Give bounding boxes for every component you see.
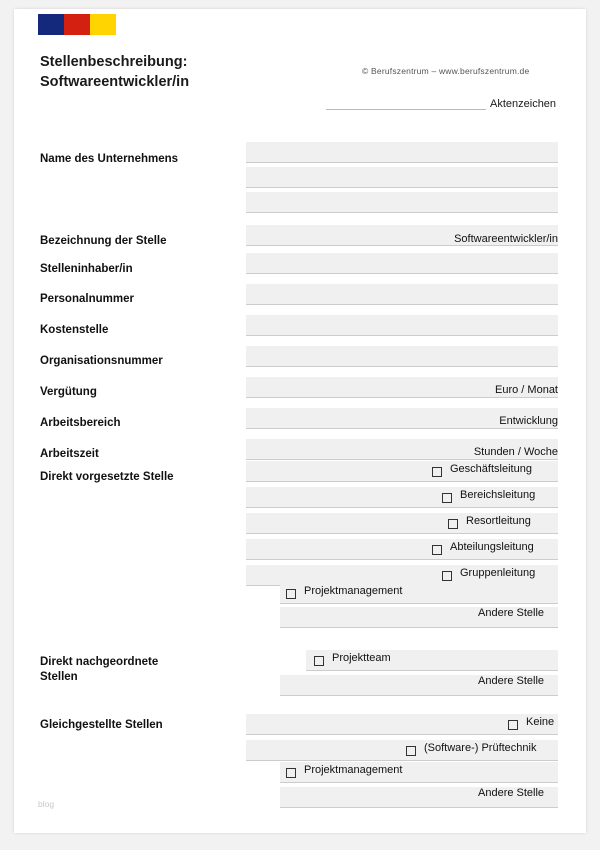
- label-gleichgestellte-stellen: Gleichgestellte Stellen: [40, 719, 163, 731]
- label-kostenstelle: Kostenstelle: [40, 324, 109, 336]
- checkbox-abteilungsleitung[interactable]: [432, 545, 442, 555]
- label-andere-stelle-vorgesetzte: Andere Stelle: [478, 607, 545, 619]
- unit-arbeitszeit: Stunden / Woche: [473, 446, 558, 458]
- value-arbeitsbereich: Entwicklung: [499, 415, 558, 427]
- label-arbeitszeit: Arbeitszeit: [40, 448, 99, 460]
- label-vorgesetzte-stelle: Direkt vorgesetzte Stelle: [40, 471, 174, 483]
- label-nachgeordnete-stellen: [40, 655, 230, 685]
- label-organisationsnummer: Organisationsnummer: [40, 355, 163, 367]
- flag-stripe-red: [64, 14, 90, 35]
- aktenzeichen-label: Aktenzeichen: [490, 98, 557, 110]
- input-unternehmen-1[interactable]: [246, 142, 558, 163]
- label-andere-stelle-nachgeordnete: Andere Stelle: [478, 675, 545, 687]
- checkbox-label-resortleitung: Resortleitung: [466, 515, 531, 527]
- label-andere-stelle-gleichgestellt: Andere Stelle: [478, 787, 545, 799]
- label-verguetung: Vergütung: [40, 386, 97, 398]
- footer-note: blog: [38, 799, 55, 809]
- checkbox-bereichsleitung[interactable]: [442, 493, 452, 503]
- checkbox-projektmanagement-vorgesetzte[interactable]: [286, 589, 296, 599]
- input-unternehmen-2[interactable]: [246, 167, 558, 188]
- checkbox-label-projektteam: Projektteam: [332, 652, 391, 664]
- checkbox-software-prueftechnik[interactable]: [406, 746, 416, 756]
- checkbox-label-software-prueftechnik: (Software-) Prüftechnik: [424, 742, 537, 754]
- unit-verguetung: Euro / Monat: [495, 384, 558, 396]
- input-kostenstelle[interactable]: [246, 315, 558, 336]
- checkbox-label-projektmanagement-vorgesetzte: Projektmanagement: [304, 585, 403, 597]
- checkbox-label-bereichsleitung: Bereichsleitung: [460, 489, 536, 501]
- checkbox-keine[interactable]: [508, 720, 518, 730]
- checkbox-label-geschaeftsleitung: Geschäftsleitung: [450, 463, 532, 475]
- checkbox-projektmanagement-gleichgestellt[interactable]: [286, 768, 296, 778]
- checkbox-row-projektmanagement-gleichgestellt[interactable]: [286, 762, 446, 782]
- page-title-line2: Softwareentwickler/in: [40, 74, 190, 90]
- checkbox-projektteam[interactable]: [314, 656, 324, 666]
- checkbox-label-projektmanagement-gleichgestellt: Projektmanagement: [304, 764, 403, 776]
- checkbox-label-gruppenleitung: Gruppenleitung: [460, 567, 536, 579]
- page-title-line1: Stellenbeschreibung:: [40, 54, 188, 70]
- input-unternehmen-3[interactable]: [246, 192, 558, 213]
- german-flag-logo: [38, 14, 116, 35]
- document-page: [14, 9, 586, 833]
- checkbox-row-software-prueftechnik[interactable]: [406, 740, 558, 760]
- aktenzeichen-input[interactable]: [326, 95, 486, 110]
- label-arbeitsbereich: Arbeitsbereich: [40, 417, 121, 429]
- value-bezeichnung: Softwareentwickler/in: [454, 233, 558, 245]
- flag-stripe-black: [38, 14, 64, 35]
- input-stelleninhaber[interactable]: [246, 253, 558, 274]
- checkbox-geschaeftsleitung[interactable]: [432, 467, 442, 477]
- label-personalnummer: Personalnummer: [40, 293, 134, 305]
- label-unternehmen: Name des Unternehmens: [40, 153, 179, 165]
- checkbox-resortleitung[interactable]: [448, 519, 458, 529]
- input-personalnummer[interactable]: [246, 284, 558, 305]
- label-nachgeordnete-line1: Direkt nachgeordnete: [40, 656, 159, 668]
- input-organisationsnummer[interactable]: [246, 346, 558, 367]
- label-nachgeordnete-line2: Stellen: [40, 671, 78, 683]
- checkbox-row-gruppenleitung[interactable]: [442, 565, 558, 585]
- page-title: [40, 52, 340, 92]
- checkbox-row-bereichsleitung[interactable]: [442, 487, 558, 507]
- checkbox-row-resortleitung[interactable]: [448, 513, 558, 533]
- flag-stripe-gold: [90, 14, 116, 35]
- checkbox-row-abteilungsleitung[interactable]: [432, 539, 558, 559]
- checkbox-row-projektmanagement-vorgesetzte[interactable]: [286, 583, 446, 603]
- checkbox-gruppenleitung[interactable]: [442, 571, 452, 581]
- checkbox-row-geschaeftsleitung[interactable]: [432, 461, 558, 481]
- label-bezeichnung: Bezeichnung der Stelle: [40, 235, 167, 247]
- checkbox-row-keine[interactable]: [508, 714, 558, 734]
- checkbox-label-abteilungsleitung: Abteilungsleitung: [450, 541, 534, 553]
- checkbox-label-keine: Keine: [526, 716, 555, 728]
- label-stelleninhaber: Stelleninhaber/in: [40, 263, 133, 275]
- credit-text: © Berufszentrum – www.berufszentrum.de: [362, 66, 530, 76]
- checkbox-row-projektteam[interactable]: [314, 650, 444, 670]
